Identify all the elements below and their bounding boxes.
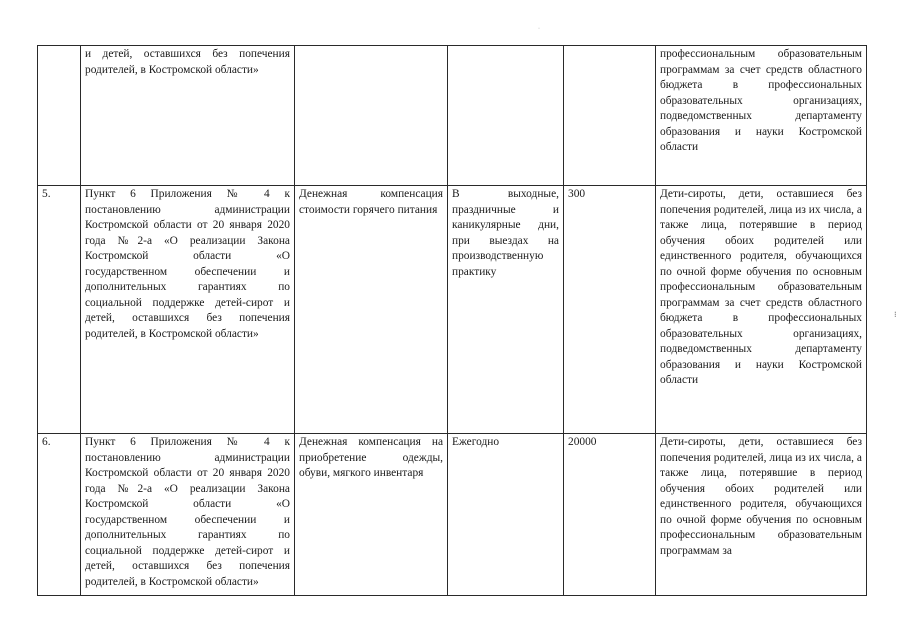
- period-cell: [448, 46, 564, 186]
- amount-cell: 20000: [564, 434, 656, 596]
- recipients-cell: профессиональным образовательным программам за счет средств областного бюджета в профессиональных образовательных организациях, подведомственных департаменту образования и науки Костромской области: [656, 46, 867, 186]
- recipients-cell: Дети-сироты, дети, оставшиеся без попечения родителей, лица из их числа, а также лица, потерявшие в период обучения обоих родителей или единственного родителя, обучающихся по очной форме обучения по основным профессиональным образовательным программам за счет средств областного бюджета в профессиональных образовательных организациях, подведомственных департаменту образования и науки Костромской области: [656, 186, 867, 434]
- page-edge-mark: ⁝: [894, 310, 897, 319]
- row-number-cell: 6.: [38, 434, 81, 596]
- period-cell: Ежегодно: [448, 434, 564, 596]
- row-number-cell: [38, 46, 81, 186]
- legal-basis-cell: Пункт 6 Приложения № 4 к постановлению администрации Костромской области от 20 января 2020 года №2-а «О реализации Закона Костромской области «О государственном обеспечении и дополнительных гарантиях по социальной поддержке детей-сирот и детей, оставшихся без попечения родителей, в Костромской области»: [81, 186, 295, 434]
- amount-cell: 300: [564, 186, 656, 434]
- table-row-continued: [38, 46, 867, 186]
- period-cell: В выходные, праздничные и каникулярные дни, при выездах на производственную практику: [448, 186, 564, 434]
- benefit-kind-cell: Денежная компенсация на приобретение одежды, обуви, мягкого инвентаря: [295, 434, 448, 596]
- table-row-6: [38, 434, 867, 596]
- benefit-kind-cell: Денежная компенсация стоимости горячего питания: [295, 186, 448, 434]
- row-number-cell: 5.: [38, 186, 81, 434]
- table-row-5: [38, 186, 867, 434]
- recipients-cell: Дети-сироты, дети, оставшиеся без попечения родителей, лица из их числа, а также лица, потерявшие в период обучения обоих родителей или единственного родителя, обучающихся по очной форме обучения по основным профессиональным образовательным программам за: [656, 434, 867, 596]
- amount-cell: [564, 46, 656, 186]
- legal-basis-cell: Пункт 6 Приложения № 4 к постановлению администрации Костромской области от 20 января 2020 года №2-а «О реализации Закона Костромской области «О государственном обеспечении и дополнительных гарантиях по социальной поддержке детей-сирот и детей, оставшихся без попечения родителей, в Костромской области»: [81, 434, 295, 596]
- legal-basis-cell: и детей, оставшихся без попечения родителей, в Костромской области»: [81, 46, 295, 186]
- scan-mark: ·: [538, 26, 540, 32]
- benefit-kind-cell: [295, 46, 448, 186]
- benefits-table: [37, 45, 867, 596]
